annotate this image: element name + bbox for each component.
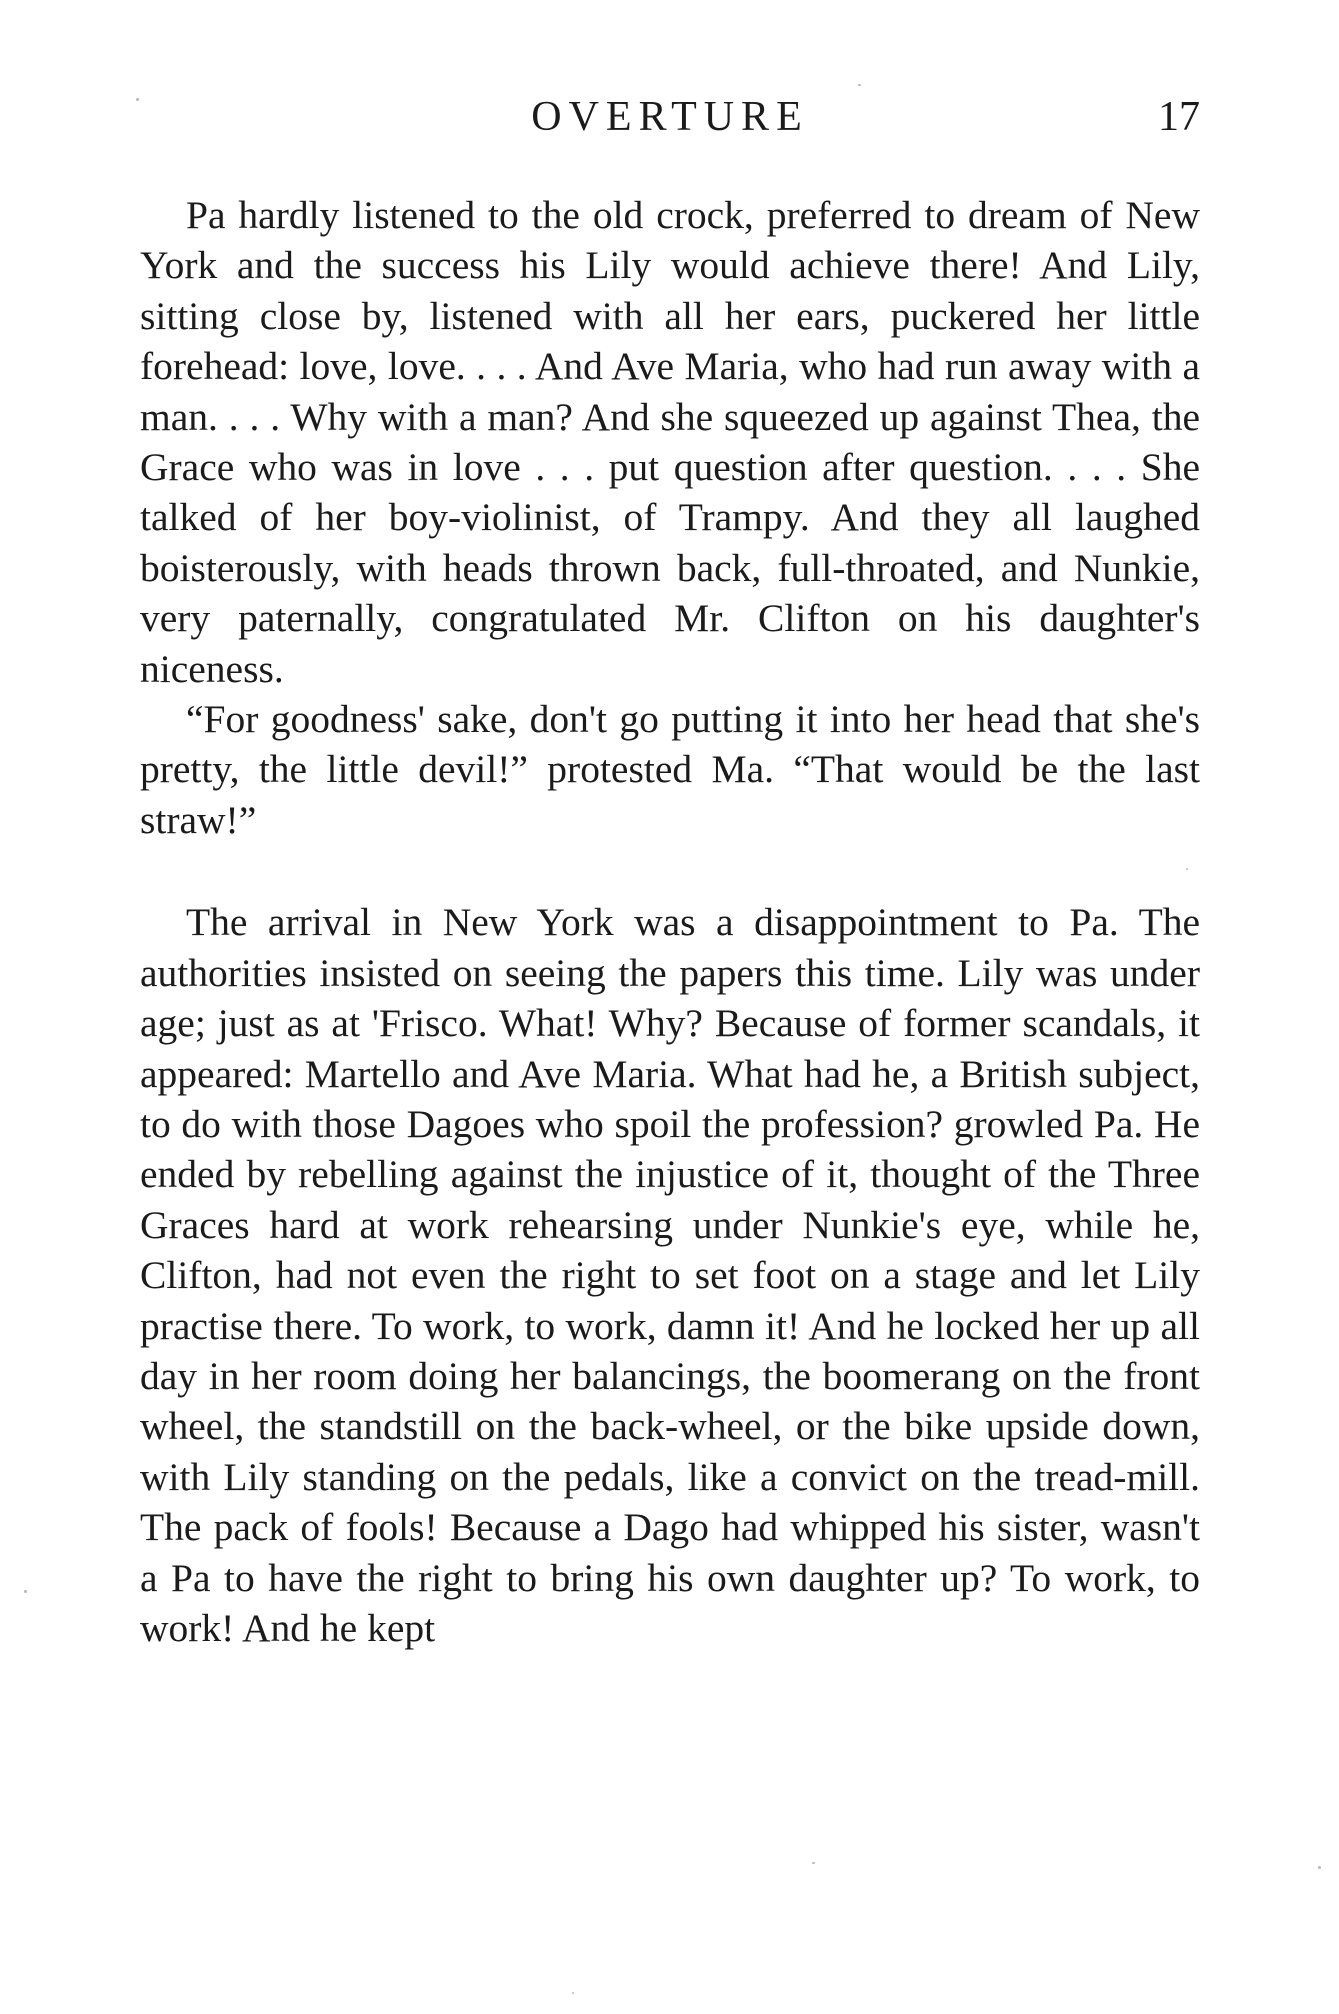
print-speck	[812, 1862, 815, 1864]
paragraph-1: Pa hardly listened to the old crock, preferred to dream of New York and the success his Lily would achieve there! And Lily, sitting close by, listened with all her ears, puckered her little forehead: love, love. . . . And Ave Maria, who had run away with a man. . . . Why with a man? And she squeezed up against Thea, the Grace who was in love . . . put question after question. . . . She talked of her boy-violinist, of Trampy. And they all laughed boisterously, with heads thrown back, full-throated, and Nunkie, very paternally, congratulated Mr. Clifton on his daughter's niceness.	[140, 193, 1200, 691]
print-speck	[136, 98, 139, 101]
paragraph-2: “For goodness' sake, don't go putting it into her head that she's pretty, the little devil!” protested Ma. “That would be the last straw!”	[140, 697, 1200, 842]
print-speck	[572, 1992, 574, 1994]
running-head	[140, 92, 1200, 142]
page-number: 17	[1158, 94, 1200, 140]
print-speck	[1318, 1866, 1321, 1869]
print-speck	[1186, 868, 1188, 870]
paragraph-3: The arrival in New York was a disappointment to Pa. The authorities insisted on seeing the papers this time. Lily was under age; just as at 'Frisco. What! Why? Because of former scandals, it appeared: Martello and Ave Maria. What had he, a British subject, to do with those Dagoes who spoil the profession? growled Pa. He ended by rebelling against the injustice of it, thought of the Three Graces hard at work rehearsing under Nunkie's eye, while he, Clifton, had not even the right to set foot on a stage and let Lily practise there. To work, to work, damn it! And he locked her up all day in her room doing her balancings, the boomerang on the front wheel, the standstill on the back-wheel, or the bike upside down, with Lily standing on the pedals, like a convict on the tread-mill. The pack of fools! Because a Dago had whipped his sister, wasn't a Pa to have the right to bring his own daughter up? To work, to work! And he kept	[140, 900, 1200, 1650]
print-speck	[24, 1590, 27, 1593]
chapter-title: OVERTURE	[531, 94, 809, 140]
body-text	[140, 190, 1200, 1653]
print-speck	[858, 84, 861, 86]
